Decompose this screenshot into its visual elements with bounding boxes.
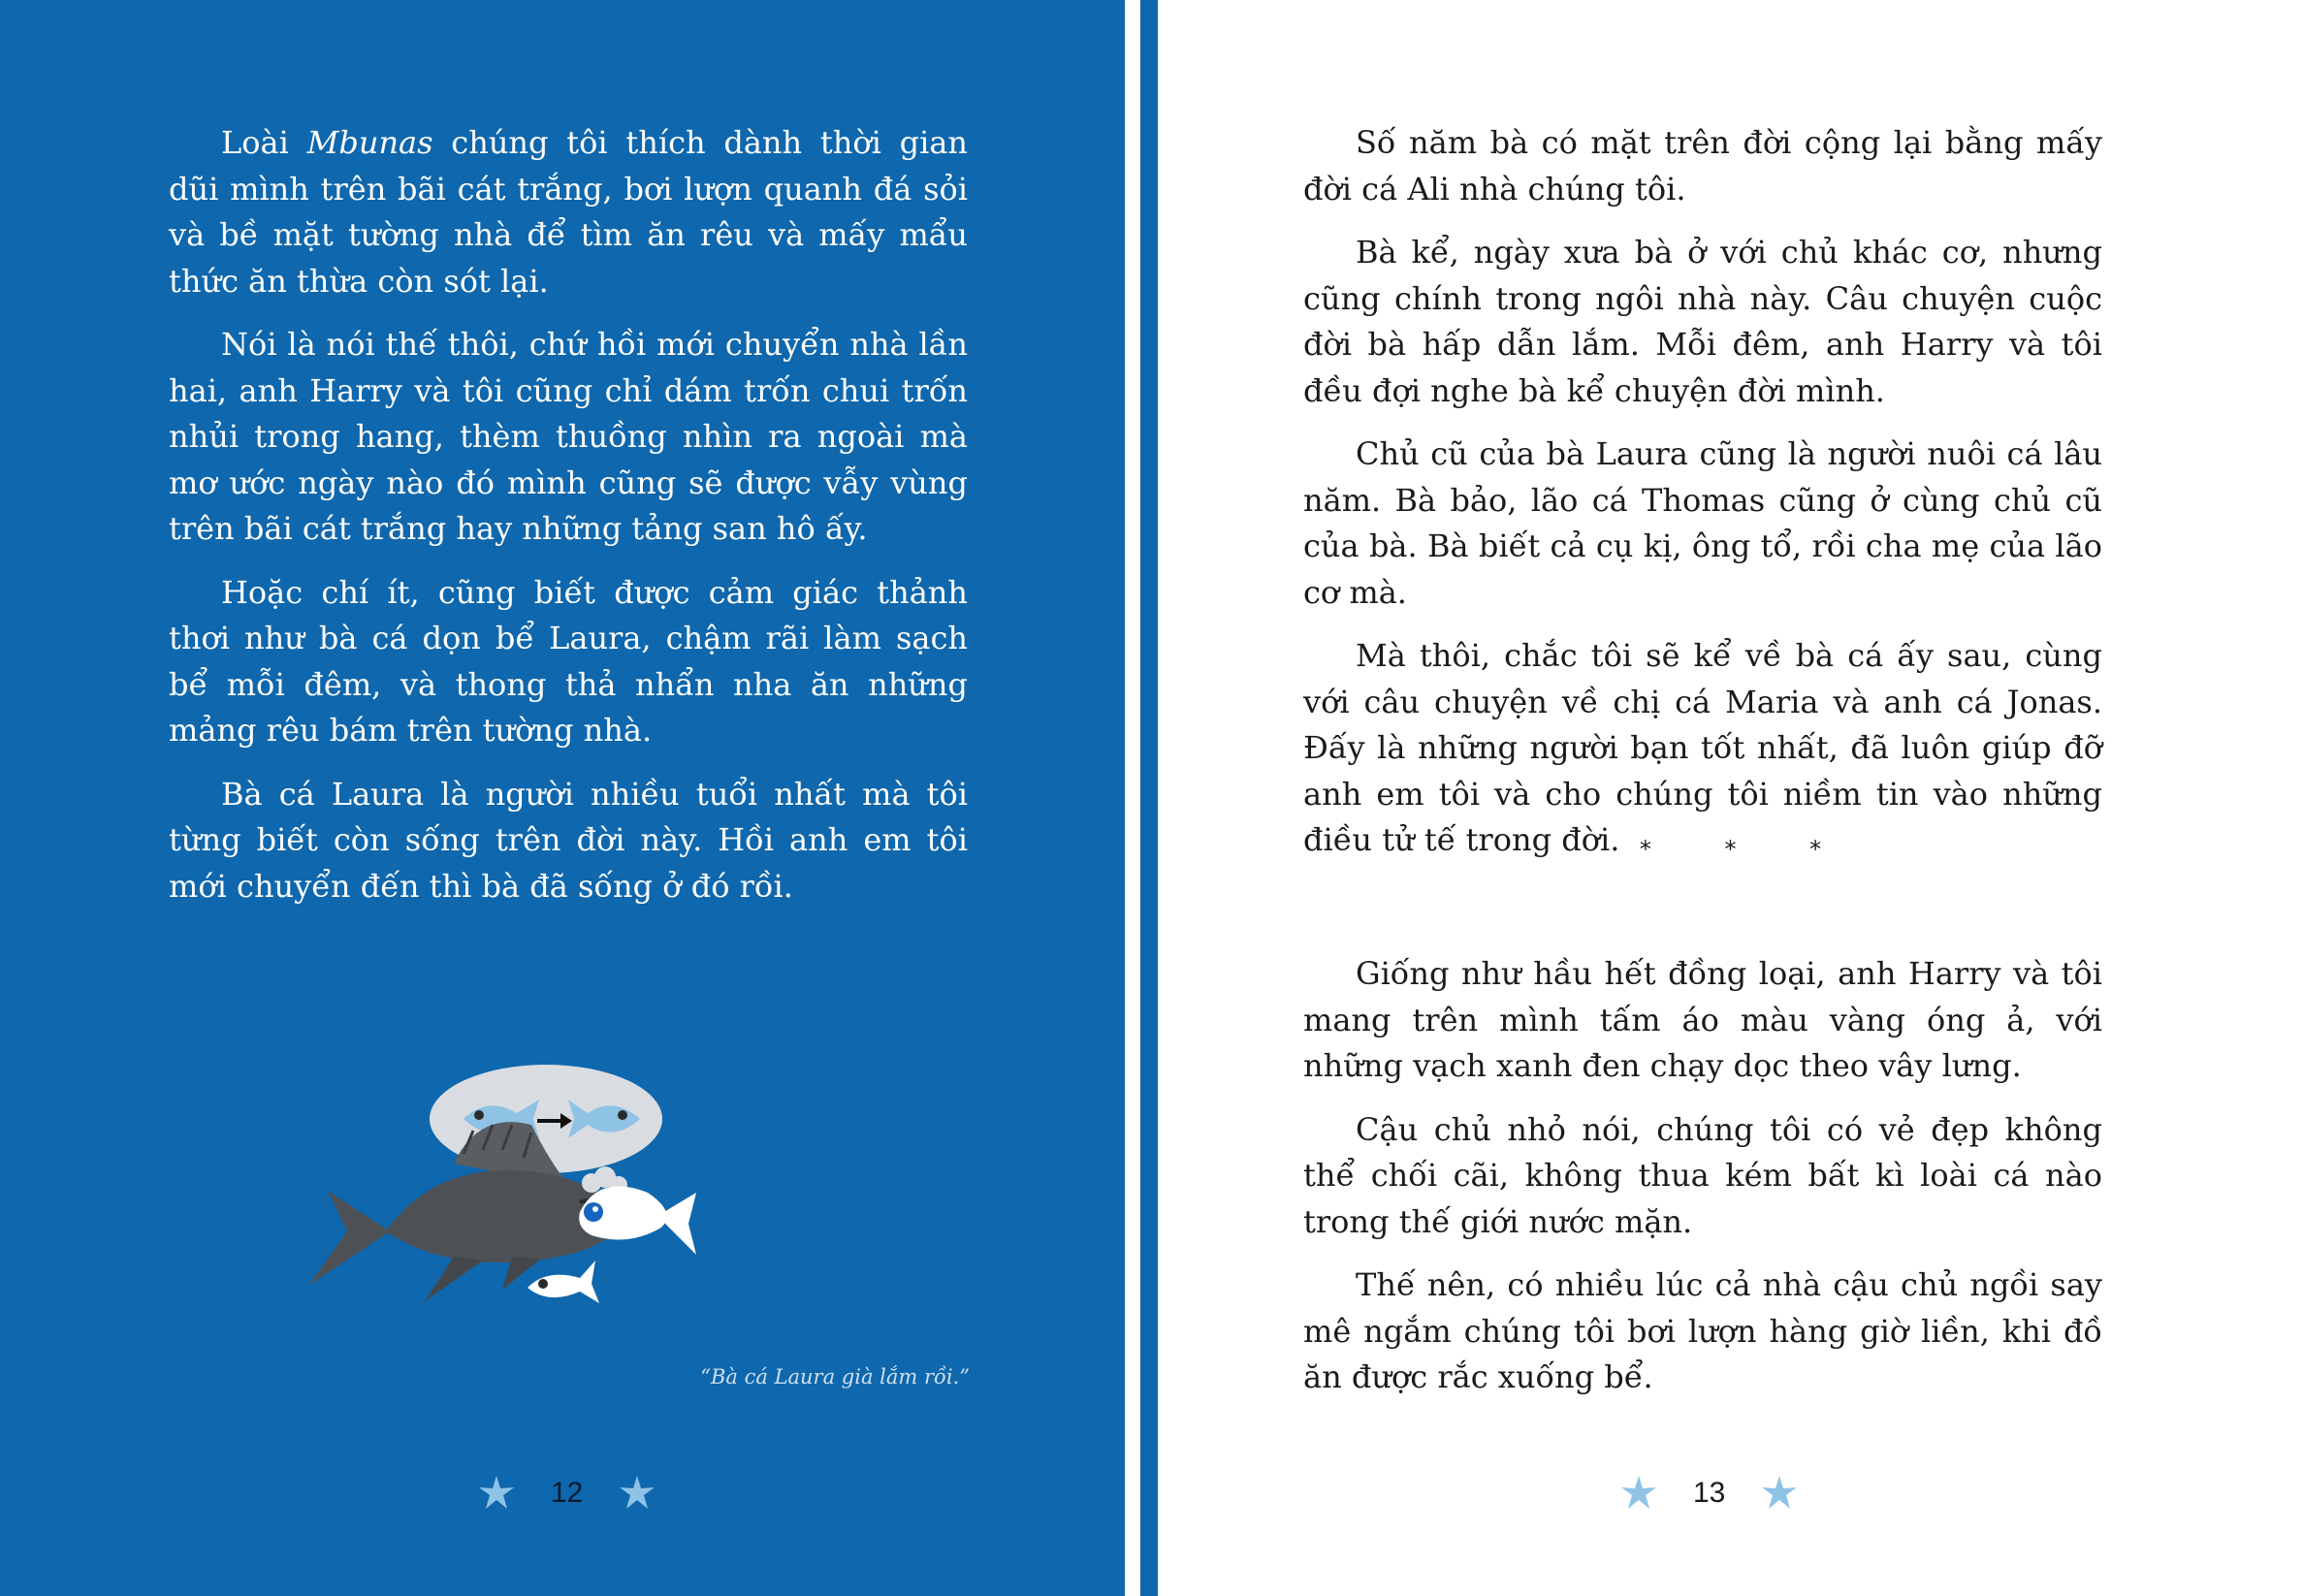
section-break: * * *	[1639, 836, 1855, 863]
small-fish	[528, 1261, 599, 1303]
emphasis-mbunas: Mbunas	[306, 124, 433, 161]
page-number: 13	[1693, 1477, 1726, 1509]
paragraph: Mà thôi, chắc tôi sẽ kể về bà cá ấy sau, cùng với câu chuyện về chị cá Maria và anh cá Jonas. Đấy là những người bạn tốt nhất, đã luôn giúp đỡ anh em tôi và cho chúng tôi niềm tin vào những điều tử tế trong đời.	[1303, 637, 2102, 858]
right-page	[1158, 0, 2303, 1596]
page-number: 12	[551, 1477, 584, 1509]
star-icon	[477, 1474, 516, 1513]
left-page	[0, 0, 1125, 1596]
star-icon	[1619, 1474, 1658, 1513]
right-page-text-top	[1303, 120, 2102, 881]
paragraph: Bà kể, ngày xưa bà ở với chủ khác cơ, nhưng cũng chính trong ngôi nhà này. Câu chuyện cuộc đời bà hấp dẫn lắm. Mỗi đêm, anh Harry và tôi đều đợi nghe bà kể chuyện đời mình.	[1303, 234, 2102, 409]
paragraph: Giống như hầu hết đồng loại, anh Harry và tôi mang trên mình tấm áo màu vàng óng ả, với những vạch xanh đen chạy dọc theo vây lưng.	[1303, 955, 2102, 1084]
star-icon	[1760, 1474, 1799, 1513]
star-icon	[618, 1474, 656, 1513]
paragraph: Thế nên, có nhiều lúc cả nhà cậu chủ ngồi say mê ngắm chúng tôi bơi lượn hàng giờ liền, khi đồ ăn được rắc xuống bể.	[1303, 1266, 2102, 1395]
paragraph: Hoặc chí ít, cũng biết được cảm giác thảnh thơi như bà cá dọn bể Laura, chậm rãi làm sạch bể mỗi đêm, và thong thả nhẩn nha ăn những mảng rêu bám trên tường nhà.	[169, 573, 968, 749]
paragraph: Chủ cũ của bà Laura cũng là người nuôi cá lâu năm. Bà bảo, lão cá Thomas cũng ở cùng chủ cũ của bà. Bà biết cả cụ kị, ông tổ, rồi cha mẹ của lão cơ mà.	[1303, 435, 2102, 611]
fish-illustration	[308, 1057, 1007, 1309]
paragraph: Bà cá Laura là người nhiều tuổi nhất mà tôi từng biết còn sống trên đời này. Hồi anh em tôi mới chuyển đến thì bà đã sống ở đó rồi.	[169, 775, 968, 905]
left-page-text	[169, 120, 968, 927]
right-page-text-bottom	[1303, 951, 2102, 1419]
paragraph: Cậu chủ nhỏ nói, chúng tôi có vẻ đẹp không thể chối cãi, không thua kém bất kì loài cá nào trong thế giới nước mặn.	[1303, 1110, 2102, 1240]
gutter-bar	[1140, 0, 1158, 1596]
paragraph: Số năm bà có mặt trên đời cộng lại bằng mấy đời cá Ali nhà chúng tôi.	[1303, 124, 2102, 207]
illustration-caption: “Bà cá Laura già lắm rồi.”	[700, 1365, 970, 1389]
paragraph: Loài Mbunas chúng tôi thích dành thời gian dũi mình trên bãi cát trắng, bơi lượn quanh đá sỏi và bề mặt tường nhà để tìm ăn rêu và mấy mẩu thức ăn thừa còn sót lại.	[169, 124, 969, 300]
paragraph: Nói là nói thế thôi, chứ hồi mới chuyển nhà lần hai, anh Harry và tôi cũng chỉ dám trốn chui trốn nhủi trong hang, thèm thuồng nhìn ra ngoài mà mơ ước ngày nào đó mình cũng sẽ được vẫy vùng trên bãi cát trắng hay những tảng san hô ấy.	[169, 326, 968, 547]
right-page-footer	[1619, 1464, 1799, 1522]
left-page-footer	[477, 1464, 656, 1522]
